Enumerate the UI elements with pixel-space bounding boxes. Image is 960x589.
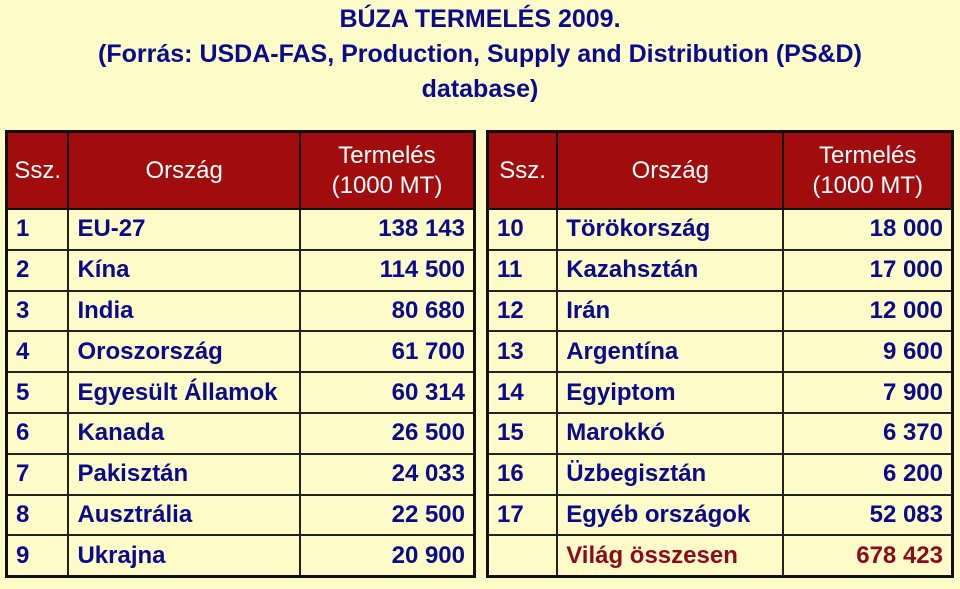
table-row	[488, 454, 953, 495]
header-ssz: Ssz.	[7, 132, 69, 210]
cell-orszag: Kanada	[68, 413, 299, 454]
header-ssz: Ssz.	[488, 132, 558, 210]
cell-termeles: 20 900	[300, 535, 475, 576]
table-row	[7, 454, 475, 495]
cell-orszag: Argentína	[557, 331, 783, 372]
cell-ssz: 3	[7, 291, 69, 332]
table-row	[7, 495, 475, 536]
cell-termeles: 61 700	[300, 331, 475, 372]
cell-termeles: 9 600	[783, 331, 952, 372]
table-row	[7, 413, 475, 454]
header-termeles-line1: Termelés	[338, 141, 436, 169]
cell-orszag: EU-27	[68, 209, 299, 250]
cell-termeles: 24 033	[300, 454, 475, 495]
table-row	[488, 291, 953, 332]
cell-orszag: Egyesült Államok	[68, 372, 299, 413]
table-row	[7, 209, 475, 250]
table-row	[488, 495, 953, 536]
cell-orszag: Pakisztán	[68, 454, 299, 495]
table-row	[7, 372, 475, 413]
cell-termeles: 6 370	[783, 413, 952, 454]
cell-ssz: 2	[7, 250, 69, 291]
cell-termeles: 22 500	[300, 495, 475, 536]
cell-orszag: Marokkó	[557, 413, 783, 454]
table-row	[7, 331, 475, 372]
title-line-3: database)	[421, 75, 539, 103]
cell-ssz: 11	[488, 250, 558, 291]
cell-termeles: 60 314	[300, 372, 475, 413]
cell-ssz: 14	[488, 372, 558, 413]
cell-termeles: 17 000	[783, 250, 952, 291]
cell-ssz: 12	[488, 291, 558, 332]
cell-ssz	[488, 535, 558, 576]
total-row	[488, 535, 953, 576]
cell-termeles: 7 900	[783, 372, 952, 413]
header-orszag: Ország	[68, 132, 299, 210]
title-line-1: BÚZA TERMELÉS 2009.	[339, 5, 621, 33]
page-title	[0, 2, 960, 107]
cell-orszag: Irán	[557, 291, 783, 332]
cell-orszag: Kazahsztán	[557, 250, 783, 291]
header-termeles-line1: Termelés	[819, 141, 917, 169]
header-termeles-line2: (1000 MT)	[812, 171, 924, 199]
cell-orszag: Egyéb országok	[557, 495, 783, 536]
header-termeles	[783, 132, 952, 210]
header-termeles-line2: (1000 MT)	[331, 171, 443, 199]
cell-orszag: Ukrajna	[68, 535, 299, 576]
cell-termeles: 114 500	[300, 250, 475, 291]
cell-termeles: 18 000	[783, 209, 952, 250]
table-row	[488, 250, 953, 291]
table-row	[7, 535, 475, 576]
table-row	[488, 372, 953, 413]
cell-orszag: Üzbegisztán	[557, 454, 783, 495]
right-production-table	[486, 130, 954, 578]
title-line-2: (Forrás: USDA-FAS, Production, Supply and Distribution (PS&D)	[98, 40, 862, 68]
table-row	[488, 331, 953, 372]
header-row	[488, 132, 953, 210]
table-row	[7, 250, 475, 291]
cell-ssz: 9	[7, 535, 69, 576]
cell-ssz: 16	[488, 454, 558, 495]
header-termeles	[300, 132, 475, 210]
cell-termeles: 26 500	[300, 413, 475, 454]
cell-ssz: 5	[7, 372, 69, 413]
cell-orszag: Törökország	[557, 209, 783, 250]
cell-orszag: Egyiptom	[557, 372, 783, 413]
cell-orszag: Kína	[68, 250, 299, 291]
cell-termeles: 80 680	[300, 291, 475, 332]
cell-orszag: India	[68, 291, 299, 332]
table-row	[488, 413, 953, 454]
cell-ssz: 15	[488, 413, 558, 454]
cell-ssz: 6	[7, 413, 69, 454]
cell-ssz: 10	[488, 209, 558, 250]
table-row	[488, 209, 953, 250]
header-row	[7, 132, 475, 210]
cell-termeles: 52 083	[783, 495, 952, 536]
cell-termeles: 138 143	[300, 209, 475, 250]
cell-ssz: 1	[7, 209, 69, 250]
cell-termeles: 12 000	[783, 291, 952, 332]
cell-ssz: 17	[488, 495, 558, 536]
cell-orszag: Oroszország	[68, 331, 299, 372]
left-production-table	[5, 130, 476, 578]
header-orszag: Ország	[557, 132, 783, 210]
cell-ssz: 4	[7, 331, 69, 372]
cell-ssz: 8	[7, 495, 69, 536]
cell-ssz: 13	[488, 331, 558, 372]
cell-orszag: Ausztrália	[68, 495, 299, 536]
table-row	[7, 291, 475, 332]
cell-total-label: Világ összesen	[557, 535, 783, 576]
cell-ssz: 7	[7, 454, 69, 495]
cell-total-value: 678 423	[783, 535, 952, 576]
cell-termeles: 6 200	[783, 454, 952, 495]
